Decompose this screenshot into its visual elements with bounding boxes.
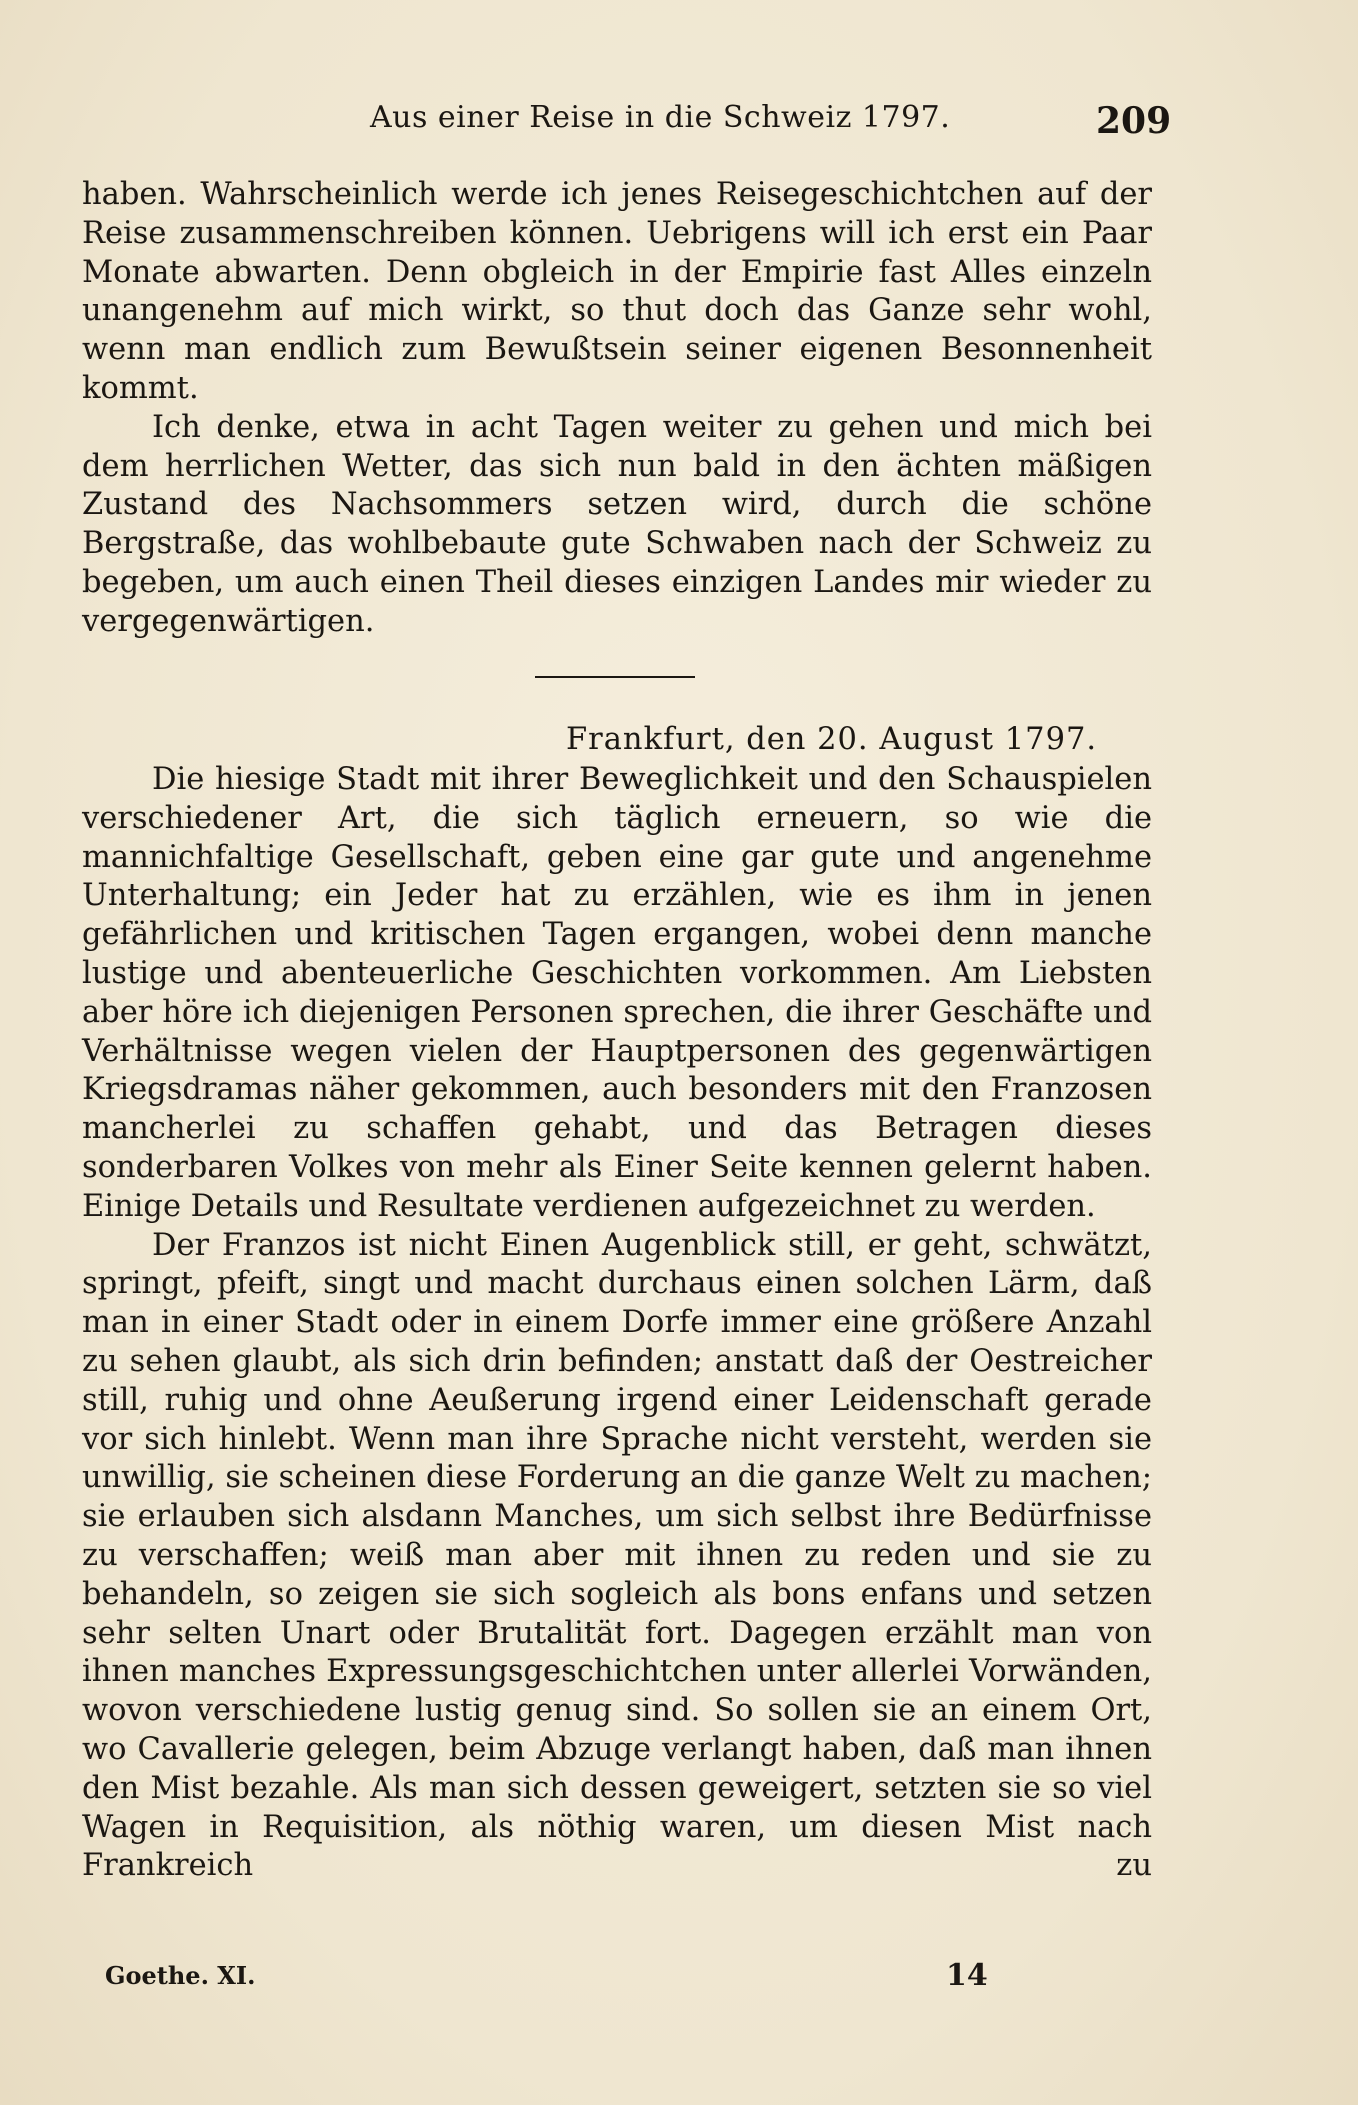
signature-label: Goethe. XI. [105, 1961, 256, 1990]
section-one-text [82, 176, 1152, 642]
section-two-text [82, 761, 1152, 1886]
paragraph: Ich denke, etwa in acht Tagen weiter zu gehen und mich bei dem herrlichen Wetter, das sich nun bald in den ächten mäßigen Zustand des Nachsommers setzen wird, durch die schöne Bergstraße, das wohlbebaute gute Schwaben nach der Schweiz zu begeben, um auch einen Theil dieses einzigen Landes mir wieder zu vergegenwärtigen. [82, 409, 1152, 639]
running-head: Aus einer Reise in die Schweiz 1797. [370, 100, 951, 135]
paragraph: haben. Wahrscheinlich werde ich jenes Reisegeschichtchen auf der Reise zusammenschreiben können. Uebrigens will ich erst ein Paar Monate abwarten. Denn obgleich in der Empirie fast Alles einzeln unangenehm auf mich wirkt, so thut doch das Ganze sehr wohl, wenn man endlich zum Bewußtsein seiner eigenen Besonnenheit kommt. [82, 177, 1152, 406]
section-divider [535, 676, 695, 678]
page-number: 209 [1096, 100, 1172, 142]
paragraph: Die hiesige Stadt mit ihrer Beweglichkeit und den Schauspielen verschiedener Art, die sich täglich erneuern, so wie die mannichfaltige Gesellschaft, geben eine gar gute und angenehme Unterhaltung; ein Jeder hat zu erzählen, wie es ihm in jenen gefährlichen und kritischen Tagen ergangen, wobei denn manche lustige und abenteuerliche Geschichten vorkommen. Am Liebsten aber höre ich diejenigen Personen sprechen, die ihrer Geschäfte und Verhältnisse wegen vielen der Hauptpersonen des gegenwärtigen Kriegsdramas näher gekommen, auch besonders mit den Franzosen mancherlei zu schaffen gehabt, und das Betragen dieses sonderbaren Volkes von mehr als Einer Seite kennen gelernt haben. Einige Details und Resultate verdienen aufgezeichnet zu werden. [82, 762, 1152, 1224]
signature-number: 14 [946, 1958, 988, 1993]
letter-dateline: Frankfurt, den 20. August 1797. [566, 722, 1098, 757]
paragraph: Der Franzos ist nicht Einen Augenblick still, er geht, schwätzt, springt, pfeift, singt und macht durchaus einen solchen Lärm, daß man in einer Stadt oder in einem Dorfe immer eine größere Anzahl zu sehen glaubt, als sich drin befinden; anstatt daß der Oestreicher still, ruhig und ohne Aeußerung irgend einer Leidenschaft gerade vor sich hinlebt. Wenn man ihre Sprache nicht versteht, werden sie unwillig, sie scheinen diese Forderung an die ganze Welt zu machen; sie erlauben sich alsdann Manches, um sich selbst ihre Bedürfnisse zu verschaffen; weiß man aber mit ihnen zu reden und sie zu behandeln, so zeigen sie sich sogleich als bons enfans und setzen sehr selten Unart oder Brutalität fort. Dagegen erzählt man von ihnen manches Expressungsgeschichtchen unter allerlei Vorwänden, wovon verschiedene lustig genug sind. So sollen sie an einem Ort, wo Cavallerie gelegen, beim Abzuge verlangt haben, daß man ihnen den Mist bezahle. Als man sich dessen geweigert, setzten sie so viel Wagen in Requisition, als nöthig waren, um diesen Mist nach Frankreich zu [82, 1227, 1152, 1884]
